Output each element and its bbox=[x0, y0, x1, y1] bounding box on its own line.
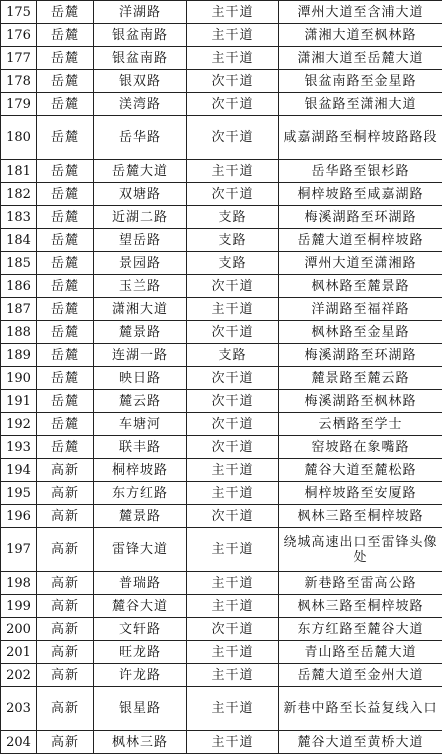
road-grade-cell: 次干道 bbox=[187, 390, 279, 413]
road-section-cell: 岳华路至银杉路 bbox=[279, 160, 442, 183]
road-name-cell: 车塘河 bbox=[94, 413, 187, 436]
road-grade-cell: 主干道 bbox=[187, 731, 279, 754]
district-cell: 高新 bbox=[37, 664, 94, 687]
road-grade-cell: 主干道 bbox=[187, 298, 279, 321]
road-name-cell: 望岳路 bbox=[94, 229, 187, 252]
table-row bbox=[1, 24, 442, 47]
district-cell: 岳麓 bbox=[37, 24, 94, 47]
road-name-cell: 洋湖路 bbox=[94, 1, 187, 24]
road-section-cell: 东方红路至麓谷大道 bbox=[279, 618, 442, 641]
road-grade-cell: 主干道 bbox=[187, 459, 279, 482]
road-name-cell: 连湖一路 bbox=[94, 344, 187, 367]
row-number-cell: 182 bbox=[1, 183, 37, 206]
road-name-cell: 许龙路 bbox=[94, 664, 187, 687]
road-grade-cell: 主干道 bbox=[187, 24, 279, 47]
district-cell: 高新 bbox=[37, 687, 94, 731]
row-number-cell: 201 bbox=[1, 641, 37, 664]
road-section-cell: 麓谷大道至黄桥大道 bbox=[279, 731, 442, 754]
road-section-cell: 窑坡路在象嘴路 bbox=[279, 436, 442, 459]
table-row bbox=[1, 413, 442, 436]
road-section-cell: 枫林三路至桐梓坡路 bbox=[279, 505, 442, 528]
road-section-cell: 桐梓坡路至咸嘉湖路 bbox=[279, 183, 442, 206]
road-section-cell: 岳麓大道至金州大道 bbox=[279, 664, 442, 687]
row-number-cell: 193 bbox=[1, 436, 37, 459]
road-section-cell: 新巷路至雷高公路 bbox=[279, 572, 442, 595]
district-cell: 岳麓 bbox=[37, 206, 94, 229]
road-section-cell: 梅溪湖路至枫林路 bbox=[279, 390, 442, 413]
district-cell: 岳麓 bbox=[37, 229, 94, 252]
row-number-cell: 188 bbox=[1, 321, 37, 344]
table-row bbox=[1, 641, 442, 664]
road-name-cell: 银星路 bbox=[94, 687, 187, 731]
road-grade-cell: 次干道 bbox=[187, 505, 279, 528]
row-number-cell: 204 bbox=[1, 731, 37, 754]
row-number-cell: 194 bbox=[1, 459, 37, 482]
road-name-cell: 潇湘大道 bbox=[94, 298, 187, 321]
road-grade-cell: 次干道 bbox=[187, 183, 279, 206]
district-cell: 高新 bbox=[37, 528, 94, 572]
district-cell: 高新 bbox=[37, 572, 94, 595]
row-number-cell: 181 bbox=[1, 160, 37, 183]
row-number-cell: 187 bbox=[1, 298, 37, 321]
road-name-cell: 麓景路 bbox=[94, 505, 187, 528]
table-row bbox=[1, 160, 442, 183]
district-cell: 岳麓 bbox=[37, 70, 94, 93]
road-grade-cell: 次干道 bbox=[187, 116, 279, 160]
table-row bbox=[1, 206, 442, 229]
district-cell: 高新 bbox=[37, 641, 94, 664]
road-name-cell: 银盆南路 bbox=[94, 47, 187, 70]
road-section-cell: 潇湘大道至岳麓大道 bbox=[279, 47, 442, 70]
road-section-cell: 潭州大道至含浦大道 bbox=[279, 1, 442, 24]
table-row bbox=[1, 390, 442, 413]
road-grade-cell: 主干道 bbox=[187, 482, 279, 505]
road-grade-cell: 次干道 bbox=[187, 618, 279, 641]
road-section-cell: 银盆路至潇湘大道 bbox=[279, 93, 442, 116]
row-number-cell: 195 bbox=[1, 482, 37, 505]
table-row bbox=[1, 595, 442, 618]
district-cell: 岳麓 bbox=[37, 183, 94, 206]
district-cell: 岳麓 bbox=[37, 367, 94, 390]
road-section-cell: 潭州大道至潇湘路 bbox=[279, 252, 442, 275]
road-name-cell: 麓云路 bbox=[94, 390, 187, 413]
road-section-cell: 潇湘大道至枫林路 bbox=[279, 24, 442, 47]
district-cell: 岳麓 bbox=[37, 436, 94, 459]
row-number-cell: 177 bbox=[1, 47, 37, 70]
district-cell: 高新 bbox=[37, 505, 94, 528]
road-name-cell: 麓景路 bbox=[94, 321, 187, 344]
road-name-cell: 景园路 bbox=[94, 252, 187, 275]
table-row bbox=[1, 93, 442, 116]
road-grade-cell: 主干道 bbox=[187, 1, 279, 24]
table-row bbox=[1, 229, 442, 252]
table-row bbox=[1, 459, 442, 482]
district-cell: 岳麓 bbox=[37, 160, 94, 183]
table-row bbox=[1, 528, 442, 572]
road-name-cell: 银双路 bbox=[94, 70, 187, 93]
road-grade-cell: 次干道 bbox=[187, 93, 279, 116]
road-name-cell: 岳华路 bbox=[94, 116, 187, 160]
road-section-cell: 洋湖路至福祥路 bbox=[279, 298, 442, 321]
table-row bbox=[1, 572, 442, 595]
row-number-cell: 178 bbox=[1, 70, 37, 93]
district-cell: 岳麓 bbox=[37, 390, 94, 413]
row-number-cell: 186 bbox=[1, 275, 37, 298]
table-row bbox=[1, 505, 442, 528]
district-cell: 岳麓 bbox=[37, 116, 94, 160]
road-grade-cell: 支路 bbox=[187, 229, 279, 252]
row-number-cell: 196 bbox=[1, 505, 37, 528]
road-section-cell: 绕城高速出口至雷锋头像处 bbox=[279, 528, 442, 572]
road-name-cell: 近湖二路 bbox=[94, 206, 187, 229]
road-name-cell: 岳麓大道 bbox=[94, 160, 187, 183]
table-row bbox=[1, 298, 442, 321]
road-section-cell: 云栖路至学士 bbox=[279, 413, 442, 436]
road-name-cell: 银盆南路 bbox=[94, 24, 187, 47]
row-number-cell: 200 bbox=[1, 618, 37, 641]
table-row bbox=[1, 687, 442, 731]
road-grade-cell: 主干道 bbox=[187, 47, 279, 70]
row-number-cell: 198 bbox=[1, 572, 37, 595]
district-cell: 岳麓 bbox=[37, 298, 94, 321]
road-grade-cell: 主干道 bbox=[187, 595, 279, 618]
road-grade-cell: 次干道 bbox=[187, 321, 279, 344]
table-row bbox=[1, 321, 442, 344]
district-cell: 高新 bbox=[37, 731, 94, 754]
road-section-cell: 青山路至岳麓大道 bbox=[279, 641, 442, 664]
road-name-cell: 雷锋大道 bbox=[94, 528, 187, 572]
road-section-cell: 桐梓坡路至安厦路 bbox=[279, 482, 442, 505]
table-row bbox=[1, 436, 442, 459]
district-cell: 岳麓 bbox=[37, 344, 94, 367]
district-cell: 高新 bbox=[37, 459, 94, 482]
road-grade-cell: 主干道 bbox=[187, 687, 279, 731]
road-grade-cell: 主干道 bbox=[187, 160, 279, 183]
district-cell: 高新 bbox=[37, 595, 94, 618]
row-number-cell: 175 bbox=[1, 1, 37, 24]
table-row bbox=[1, 367, 442, 390]
row-number-cell: 185 bbox=[1, 252, 37, 275]
road-name-cell: 桐梓坡路 bbox=[94, 459, 187, 482]
road-name-cell: 旺龙路 bbox=[94, 641, 187, 664]
road-grade-cell: 次干道 bbox=[187, 436, 279, 459]
row-number-cell: 184 bbox=[1, 229, 37, 252]
district-cell: 岳麓 bbox=[37, 1, 94, 24]
road-section-cell: 岳麓大道至桐梓坡路 bbox=[279, 229, 442, 252]
road-section-cell: 枫林三路至桐梓坡路 bbox=[279, 595, 442, 618]
row-number-cell: 199 bbox=[1, 595, 37, 618]
road-name-cell: 双塘路 bbox=[94, 183, 187, 206]
row-number-cell: 203 bbox=[1, 687, 37, 731]
row-number-cell: 197 bbox=[1, 528, 37, 572]
table-row bbox=[1, 664, 442, 687]
district-cell: 岳麓 bbox=[37, 252, 94, 275]
road-section-cell: 枫林路至麓景路 bbox=[279, 275, 442, 298]
road-name-cell: 映日路 bbox=[94, 367, 187, 390]
road-grade-cell: 主干道 bbox=[187, 528, 279, 572]
table-row bbox=[1, 1, 442, 24]
table-row bbox=[1, 731, 442, 754]
district-cell: 高新 bbox=[37, 482, 94, 505]
table-body bbox=[1, 1, 442, 754]
road-grade-cell: 次干道 bbox=[187, 413, 279, 436]
road-name-cell: 东方红路 bbox=[94, 482, 187, 505]
district-cell: 岳麓 bbox=[37, 275, 94, 298]
road-grade-cell: 次干道 bbox=[187, 275, 279, 298]
table-row bbox=[1, 344, 442, 367]
district-cell: 岳麓 bbox=[37, 93, 94, 116]
road-name-cell: 渼湾路 bbox=[94, 93, 187, 116]
road-section-cell: 麓景路至麓云路 bbox=[279, 367, 442, 390]
table-row bbox=[1, 47, 442, 70]
road-grade-cell: 支路 bbox=[187, 206, 279, 229]
road-section-cell: 新巷中路至长益复线入口 bbox=[279, 687, 442, 731]
row-number-cell: 202 bbox=[1, 664, 37, 687]
table-row bbox=[1, 482, 442, 505]
road-section-cell: 梅溪湖路至环湖路 bbox=[279, 344, 442, 367]
district-cell: 岳麓 bbox=[37, 47, 94, 70]
row-number-cell: 191 bbox=[1, 390, 37, 413]
road-name-cell: 枫林三路 bbox=[94, 731, 187, 754]
district-cell: 高新 bbox=[37, 618, 94, 641]
table-row bbox=[1, 252, 442, 275]
road-name-cell: 文轩路 bbox=[94, 618, 187, 641]
table-row bbox=[1, 183, 442, 206]
road-section-cell: 咸嘉湖路至桐梓坡路路段 bbox=[279, 116, 442, 160]
row-number-cell: 192 bbox=[1, 413, 37, 436]
table-row bbox=[1, 618, 442, 641]
district-cell: 岳麓 bbox=[37, 321, 94, 344]
table-row bbox=[1, 116, 442, 160]
row-number-cell: 180 bbox=[1, 116, 37, 160]
road-grade-cell: 主干道 bbox=[187, 664, 279, 687]
row-number-cell: 190 bbox=[1, 367, 37, 390]
road-grade-cell: 支路 bbox=[187, 344, 279, 367]
road-name-cell: 麓谷大道 bbox=[94, 595, 187, 618]
row-number-cell: 179 bbox=[1, 93, 37, 116]
road-section-cell: 梅溪湖路至环湖路 bbox=[279, 206, 442, 229]
row-number-cell: 183 bbox=[1, 206, 37, 229]
table-row bbox=[1, 70, 442, 93]
road-name-cell: 联丰路 bbox=[94, 436, 187, 459]
road-section-cell: 枫林路至金星路 bbox=[279, 321, 442, 344]
road-grade-cell: 次干道 bbox=[187, 70, 279, 93]
row-number-cell: 176 bbox=[1, 24, 37, 47]
table-row bbox=[1, 275, 442, 298]
road-grade-cell: 主干道 bbox=[187, 572, 279, 595]
row-number-cell: 189 bbox=[1, 344, 37, 367]
road-grade-cell: 支路 bbox=[187, 252, 279, 275]
road-name-cell: 普瑞路 bbox=[94, 572, 187, 595]
road-name-cell: 玉兰路 bbox=[94, 275, 187, 298]
road-section-cell: 银盆南路至金星路 bbox=[279, 70, 442, 93]
road-grade-cell: 次干道 bbox=[187, 367, 279, 390]
road-section-cell: 麓谷大道至麓松路 bbox=[279, 459, 442, 482]
district-cell: 岳麓 bbox=[37, 413, 94, 436]
road-grade-cell: 主干道 bbox=[187, 641, 279, 664]
